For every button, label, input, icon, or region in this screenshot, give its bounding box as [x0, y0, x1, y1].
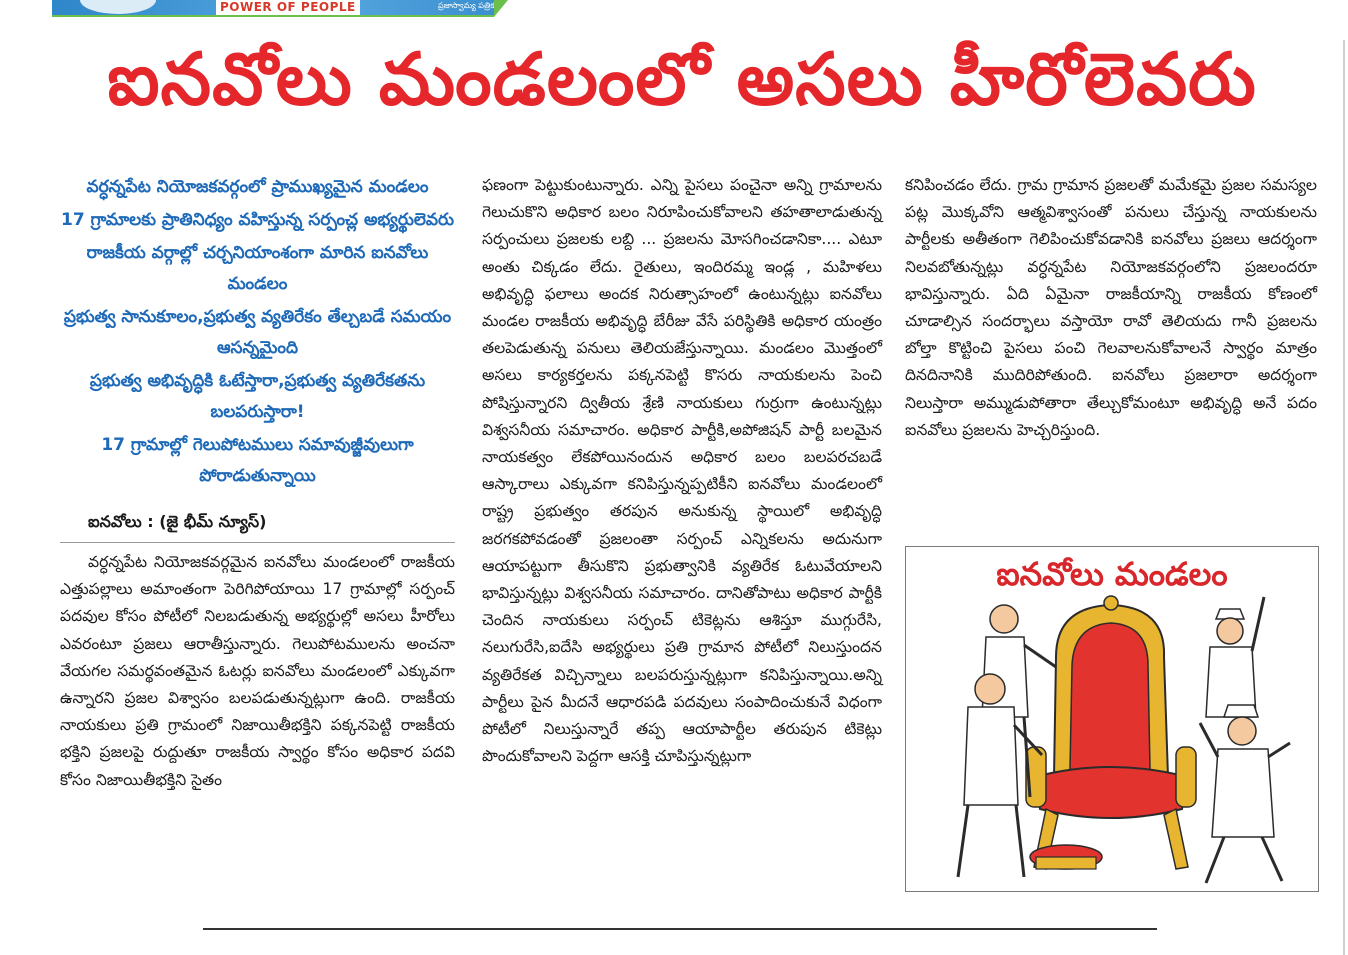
footer-divider [203, 928, 1157, 930]
politician-cap [1224, 705, 1258, 717]
highlight-item: 17 గ్రామాలకు ప్రాతినిధ్యం వహిస్తున్న సర్పంచ్ల అభ్యర్థులెవరు [61, 210, 454, 230]
politician-head [1228, 717, 1256, 745]
article-body-left: వర్ధన్నపేట నియోజకవర్గమైన ఐనవోలు మండలంలో రాజకీయ ఎత్తుపల్లాలు అమాంతంగా పెరిగిపోయాయి 17 గ్రామాల్లో సర్పంచ్ పదవుల కోసం పోటీలో నిలబడుతున్న అభ్యర్థుల్లో అసలు హీరోలు ఎవరంటూ ప్రజలు ఆరాతీస్తున్నారు. గెలుపోటములను అంచనా వేయగల సమర్థవంతమైన ఓటర్లు ఐనవోలు మండలంలో ఎక్కువగా ఉన్నారని ప్రజల విశ్వాసం బలపడుతున్నట్లుగా ఉంది. రాజకీయ నాయకులు ప్రతి గ్రామంలో నిజాయితీభక్తిని పక్కనపెట్టి రాజకీయ భక్తిని ప్రజలపై రుద్దుతూ రాజకీయ స్వార్థం కోసం అధికార పదవి కోసం నిజాయితీభక్తిని సైతం [60, 553, 455, 789]
throne-seat [1034, 767, 1188, 818]
politician-legs [958, 805, 1024, 877]
dateline: ఐనవోలు : (జై భీమ్ న్యూస్) [88, 512, 267, 531]
throne-leg-right [1164, 809, 1188, 869]
masthead-subtag: ప్రజాస్వామ్య పత్రిక [438, 1, 494, 10]
middle-column [482, 172, 882, 770]
highlights-list [60, 172, 455, 492]
highlight-item: రాజకీయ వర్గాల్లో చర్చనియాంశంగా మారిన ఐనవోలు మండలం [86, 243, 429, 294]
cartoon-title: ఐనవోలు మండలం [996, 555, 1228, 593]
throne-arm-right [1176, 747, 1196, 807]
politician-arm [1024, 645, 1056, 667]
footstool-base [1036, 857, 1096, 869]
politician-body [1212, 749, 1274, 837]
politician-body [964, 707, 1018, 805]
page-edge-line [1343, 40, 1345, 955]
left-column [60, 172, 455, 794]
masthead-banner [52, 0, 494, 17]
masthead-tagline: POWER OF PEOPLE [216, 0, 360, 15]
politician-head [990, 605, 1018, 633]
highlight-item: ప్రభుత్వ సానుకూలం,ప్రభుత్వ వ్యతిరేకం తేల్చబడే సమయం ఆసన్నమైంది [63, 307, 452, 358]
highlight-item: వర్ధన్నపేట నియోజకవర్గంలో ప్రాముఖ్యమైన మండలం [86, 177, 429, 197]
dateline-divider [60, 542, 455, 543]
globe-logo-icon [80, 0, 156, 14]
article-headline: ఐనవోలు మండలంలో అసలు హీరోలెవరు [107, 37, 1257, 121]
right-column [905, 172, 1317, 444]
politician-head [1217, 618, 1243, 644]
politician-arm [1252, 597, 1264, 651]
throne-cushion [1070, 623, 1150, 776]
highlight-item: 17 గ్రామాల్లో గెలుపోటములు సమావుజ్జీవులుగా పోరాడుతున్నాయి [101, 435, 414, 486]
highlight-item: ప్రభుత్వ అభివృద్ధికి ఓటేస్తారా,ప్రభుత్వ వ్యతిరేకతను బలపరుస్తారా! [89, 371, 426, 422]
politician-legs [1206, 837, 1282, 883]
article-body-right: కనిపించడం లేదు. గ్రామ గ్రామాన ప్రజలతో మమేకమై ప్రజల సమస్యల పట్ల మొక్కవోని ఆత్మవిశ్వాసంతో పనులు చేస్తున్న నాయకులను పార్టీలకు అతీతంగా గెలిపించుకోవడానికి ఐనవోలు ప్రజలు ఆదర్శంగా నిలవబోతున్నట్లు వర్ధన్నపేట నియోజకవర్గంలోని ప్రజలందరూ భావిస్తున్నారు. ఏది ఏమైనా రాజకీయాన్ని రాజకీయ కోణంలో చూడాల్సిన సందర్భాలు వస్తాయో రావో తెలియదు గానీ ప్రజలను బోల్తా కొట్టించి పైసలు పంచి గెలవాలనుకోవాలనే స్వార్థం మాత్రం దినదినానికి ముదిరిపోతుంది. ఐనవోలు ప్రజలారా అదర్శంగా నిలుస్తారా అమ్ముడుపోతారా తేల్చుకోమంటూ అభివృద్ధి అనే పదం ఐనవోలు ప్రజలను హెచ్చరిస్తుంది. [905, 176, 1317, 439]
politician-head [975, 674, 1005, 704]
cartoon-illustration [905, 546, 1319, 892]
masthead-corner [494, 0, 508, 17]
article-body-middle: ఫణంగా పెట్టుకుంటున్నారు. ఎన్ని పైసలు పంచైనా అన్ని గ్రామాలను గెలుచుకొని అధికార బలం నిరూపించుకోవాలని తహతాలాడుతున్న సర్పంచులు ప్రజలకు లబ్ది ... ప్రజలను మోసగించడానికా.... ఎటూ అంతు చిక్కడం లేదు. రైతులు, ఇందిరమ్మ ఇండ్ల , మహిళలు అభివృద్ధి ఫలాలు అందక నిరుత్సాహంలో ఉంటున్నట్లు ఐనవోలు మండల రాజకీయ అభివృద్ధి బేరీజు వేసే పరిస్థితికి అధికార యంత్రం తలపెడుతున్న పనులు తెలియజేస్తున్నాయి. మండలం మొత్తంలో అసలు కార్యకర్తలను పక్కనపెట్టి కొసరు నాయకులను పెంచి పోషిస్తున్నారని ద్వితీయ శ్రేణి నాయకులు గుర్రుగా ఉంటున్నట్లు విశ్వసనీయ సమాచారం. అధికార పార్టీకి,అపోజిషన్ పార్టీ బలమైన నాయకత్వం లేకపోయినందున అధికార బలం బలపరచబడే ఆస్కారాలు ఎక్కువగా కనిపిస్తున్నప్పటికీని ఐనవోలు మండలంలో రాష్ట్ర ప్రభుత్వం తరపున అనుకున్న స్థాయిలో అభివృద్ధి జరగకపోవడంతో ప్రజలంతా సర్పంచ్ ఎన్నికలను అదునుగా ఆయాపట్టుగా తీసుకొని ప్రభుత్వానికి వ్యతిరేక ఓటువేయాలని భావిస్తున్నట్లు విశ్వసనీయ సమాచారం. దానితోపాటు అధికార పార్టీకి చెందిన నాయకులు సర్పంచ్ టికెట్లను ఆశిస్తూ ముగ్గురేసి, నలుగురేసి,ఐదేసి అభ్యర్థులు ప్రతి గ్రామాన పోటీలో నిలుస్తుందన వ్యతిరేకత విచ్చిన్నాలు బలపరుస్తున్నట్లుగా కనిపిస్తున్నాయి.అన్ని పార్టీలు పైన మీదనే ఆధారపడి పదవులు సంపాదించుకునే విధంగా పోటీలో నిలుస్తున్నారే తప్ప ఆయాపార్టీల తరుపున టికెట్లు పొందుకోవాలని పెద్దగా ఆసక్తి చూపిస్తున్నట్లుగా [482, 176, 882, 766]
